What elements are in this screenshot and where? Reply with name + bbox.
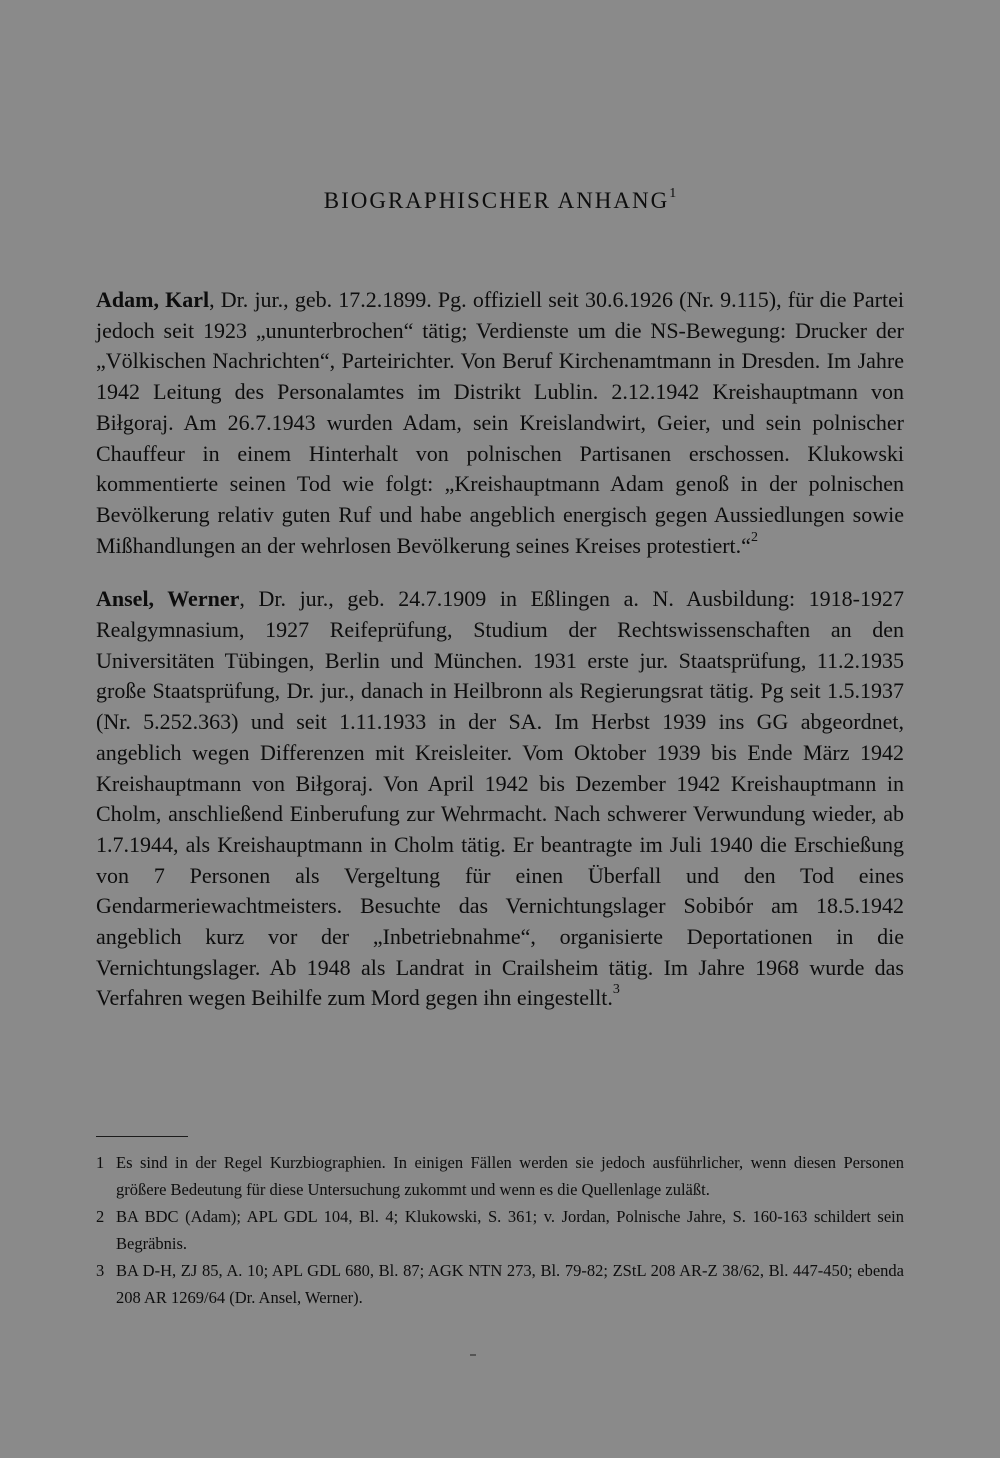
footnote-number: 2 bbox=[96, 1207, 105, 1226]
entry-name: Adam, Karl bbox=[96, 287, 210, 312]
page-title bbox=[0, 188, 1000, 214]
footnote-text: BA BDC (Adam); APL GDL 104, Bl. 4; Klukowski, S. 361; v. Jordan, Polnische Jahre, S. 160-163 schildert sein Begräbnis. bbox=[116, 1207, 904, 1253]
footnote-reference-3: 3 bbox=[612, 982, 620, 998]
footnote-text: BA D-H, ZJ 85, A. 10; APL GDL 680, Bl. 87; AGK NTN 273, Bl. 79-82; ZStL 208 AR-Z 38/62, Bl. 447-450; ebenda 208 AR 1269/64 (Dr. Ansel, Werner). bbox=[116, 1261, 904, 1307]
entry-name: Ansel, Werner bbox=[96, 586, 240, 612]
footnote-number: 3 bbox=[96, 1261, 105, 1280]
footnote-3 bbox=[96, 1258, 904, 1311]
footnote-2 bbox=[96, 1204, 904, 1257]
footnote-separator bbox=[96, 1136, 188, 1137]
footnote-reference-1: 1 bbox=[669, 186, 677, 201]
page-mark bbox=[470, 1354, 476, 1356]
biography-entries bbox=[96, 285, 904, 1037]
entry-text: , Dr. jur., geb. 24.7.1909 in Eßlingen a. N. Ausbildung: 1918-1927 Realgymnasium, 1927 Reifeprüfung, Studium der Rechtswissenschaften an den Universitäten Tübingen, Berlin und München. 1931 erste jur. Staatsprüfung, 11.2.1935 große Staatsprüfung, Dr. jur., danach in Heilbronn als Regierungsrat tätig. Pg seit 1.5.1937 (Nr. 5.252.363) und seit 1.11.1933 in der SA. Im Herbst 1939 ins GG abgeordnet, angeblich wegen Differenzen mit Kreisleiter. Vom Oktober 1939 bis Ende März 1942 Kreishauptmann von Biłgoraj. Von April 1942 bis Dezember 1942 Kreishauptmann in Cholm, anschließend Einberufung zur Wehrmacht. Nach schwerer Verwundung wieder, ab 1.7.1944, als Kreishauptmann in Cholm tätig. Er beantragte im Juli 1940 die Erschießung von 7 Personen als Vergeltung für einen Überfall und den Tod eines Gendarmeriewachtmeisters. Besuchte das Vernichtungslager Sobibór am 18.5.1942 angeblich kurz vor der „Inbetriebnahme“, organisierte Deportationen in die Vernichtungslager. Ab 1948 als Landrat in Crailsheim tätig. Im Jahre 1968 wurde das Verfahren wegen Beihilfe zum Mord gegen ihn eingestellt. bbox=[96, 586, 904, 1011]
biography-entry-ansel bbox=[96, 584, 904, 1014]
footnotes bbox=[96, 1150, 904, 1312]
footnote-reference-2: 2 bbox=[750, 529, 758, 545]
footnote-1 bbox=[96, 1150, 904, 1203]
entry-text: , Dr. jur., geb. 17.2.1899. Pg. offiziell seit 30.6.1926 (Nr. 9.115), für die Partei jedoch seit 1923 „ununterbrochen“ tätig; Verdienste um die NS-Bewegung: Drucker der „Völkischen Nachrichten“, Parteirichter. Von Beruf Kirchenamtmann in Dresden. Im Jahre 1942 Leitung des Personalamtes im Distrikt Lublin. 2.12.1942 Kreishauptmann von Biłgoraj. Am 26.7.1943 wurden Adam, sein Kreislandwirt, Geier, und sein polnischer Chauffeur in einem Hinterhalt von polnischen Partisanen erschossen. Klukowski kommentierte seinen Tod wie folgt: „Kreishauptmann Adam genoß in der polnischen Bevölkerung relativ guten Ruf und habe angeblich energisch gegen Aussiedlungen sowie Mißhandlungen an der wehrlosen Bevölkerung seines Kreises protestiert.“ bbox=[96, 287, 904, 558]
biography-entry-adam bbox=[96, 285, 904, 561]
footnote-number: 1 bbox=[96, 1153, 105, 1172]
page-title-text: BIOGRAPHISCHER ANHANG bbox=[323, 188, 670, 213]
footnote-text: Es sind in der Regel Kurzbiographien. In einigen Fällen werden sie jedoch ausführlicher, wenn diesen Personen größere Bedeutung für diese Untersuchung zukommt und wenn es die Quellenlage zuläßt. bbox=[116, 1153, 904, 1199]
